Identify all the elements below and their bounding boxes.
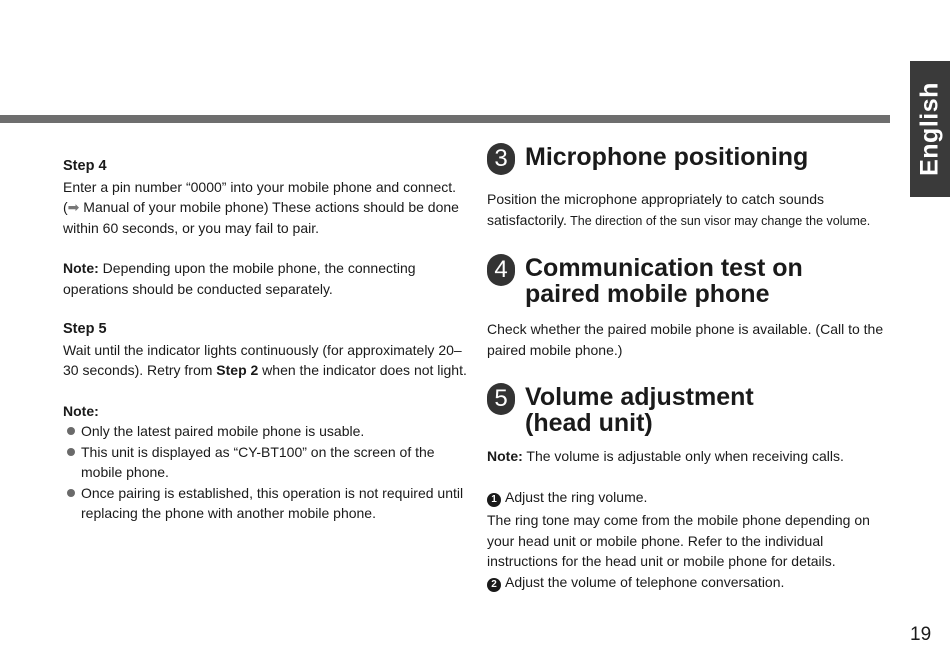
section5-note-text: The volume is adjustable only when receiving calls. bbox=[522, 448, 844, 464]
note2-label: Note: bbox=[63, 402, 99, 419]
step5-heading: Step 5 bbox=[63, 321, 107, 337]
list-item bbox=[63, 483, 467, 524]
left-column bbox=[63, 156, 467, 524]
section5-heading bbox=[487, 382, 885, 436]
section5-title-line2: (head unit) bbox=[525, 409, 653, 437]
list-item-text: Once pairing is established, this operation is not required until replacing the phone with another mobile phone. bbox=[81, 484, 464, 521]
bullet-icon bbox=[67, 427, 75, 435]
step5-text-before: Wait until the indicator lights continuously (for approximately 20–30 seconds). Retry from bbox=[63, 341, 462, 378]
note1-text: Depending upon the mobile phone, the connecting operations should be conducted separately. bbox=[63, 260, 416, 297]
step5-text bbox=[63, 340, 467, 381]
circled-number-icon: 2 bbox=[487, 578, 501, 592]
list-item bbox=[63, 442, 467, 483]
section4-title: Communication test on paired mobile phone bbox=[525, 254, 803, 308]
section5-item1 bbox=[487, 487, 885, 508]
bullet-icon bbox=[67, 489, 75, 497]
section3-body-small: The direction of the sun visor may change the volume. bbox=[566, 213, 871, 228]
step4-line2-open: ( bbox=[63, 199, 68, 215]
section4-heading bbox=[487, 253, 885, 307]
header-rule bbox=[0, 115, 890, 123]
circled-number-icon: 1 bbox=[487, 493, 501, 507]
section3-body-text: Position the microphone appropriately to catch sounds satisfactorily. bbox=[487, 191, 824, 228]
bullet-icon bbox=[67, 448, 75, 456]
note2-list bbox=[63, 421, 467, 524]
section5-title bbox=[525, 384, 754, 436]
section5-title-line1: Volume adjustment bbox=[525, 383, 754, 411]
list-item bbox=[63, 421, 467, 442]
right-column bbox=[487, 142, 885, 592]
section5-note-label: Note: bbox=[487, 448, 523, 464]
section5-item1-text: Adjust the ring volume. bbox=[505, 488, 648, 505]
section3-number-badge: 3 bbox=[487, 143, 515, 175]
section4-body: Check whether the paired mobile phone is available. (Call to the paired mobile phone.) bbox=[487, 321, 884, 358]
section5-item2 bbox=[487, 572, 885, 593]
step4-line1: Enter a pin number “0000” into your mobile phone and connect. bbox=[63, 178, 457, 195]
section5-number-badge: 5 bbox=[487, 383, 515, 415]
note1 bbox=[63, 258, 467, 299]
step4-line2-rest: Manual of your mobile phone) These actions should be done within 60 seconds, or you may fail to pair. bbox=[63, 199, 459, 236]
page-number: 19 bbox=[910, 624, 932, 645]
step4-text bbox=[63, 177, 467, 239]
language-tab-label: English bbox=[915, 82, 944, 176]
step4-heading: Step 4 bbox=[63, 158, 107, 174]
section3-heading bbox=[487, 142, 885, 175]
language-tab bbox=[910, 61, 950, 197]
section5-note bbox=[487, 446, 885, 467]
section4-number-badge: 4 bbox=[487, 254, 515, 286]
note1-label: Note: bbox=[63, 260, 99, 276]
list-item-text: This unit is displayed as “CY-BT100” on the screen of the mobile phone. bbox=[81, 443, 435, 480]
arrow-right-icon: ➡ bbox=[67, 199, 80, 215]
step5-text-after: when the indicator does not light. bbox=[258, 362, 467, 378]
section3-body bbox=[487, 189, 885, 231]
section3-title: Microphone positioning bbox=[525, 143, 809, 171]
section5-item2-text: Adjust the volume of telephone conversation. bbox=[505, 573, 785, 590]
list-item-text: Only the latest paired mobile phone is usable. bbox=[81, 423, 365, 439]
step5-text-bold: Step 2 bbox=[216, 362, 259, 378]
section5-item1-body: The ring tone may come from the mobile phone depending on your head unit or mobile phone. Refer to the individual instructions for the head unit or mobile phone for details. bbox=[487, 512, 870, 569]
